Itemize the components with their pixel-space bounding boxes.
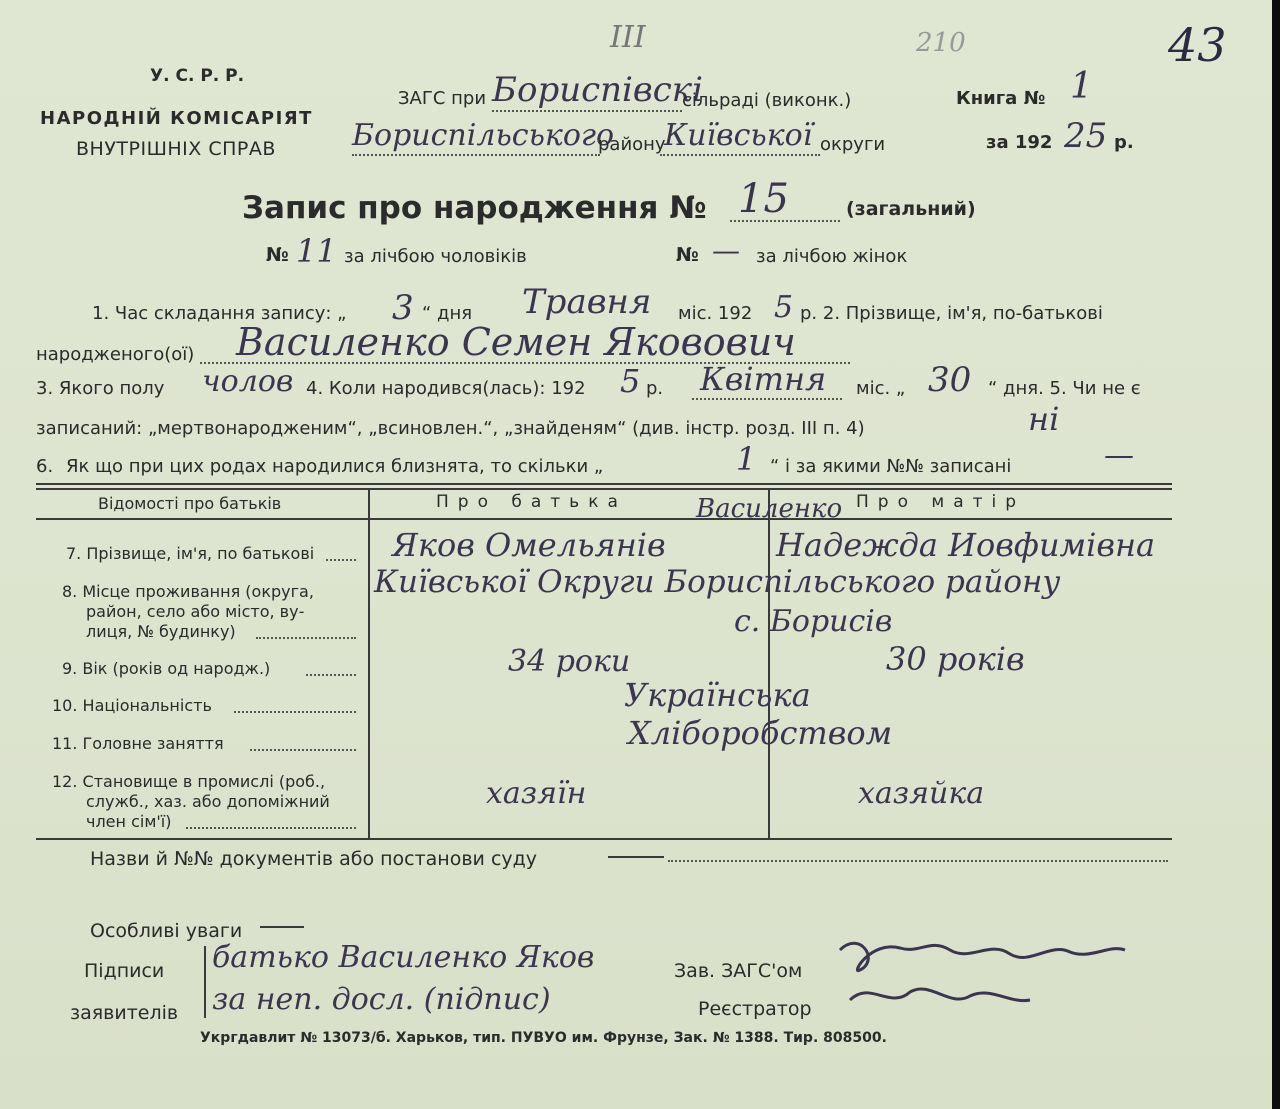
men-no-label: № [266, 244, 289, 266]
mother-age: 30 років [886, 640, 1025, 678]
head-signature [820, 920, 1140, 1030]
f1-day: 3 [392, 288, 414, 328]
signature-line2: за неп. досл. (підпис) [212, 982, 551, 1017]
zags-suffix: сільраді (виконк.) [682, 90, 852, 111]
father-status: хазяїн [486, 776, 587, 811]
f6-suffix: “ і за якими №№ записані [770, 456, 1012, 477]
row-label-9: 9. Вік (років од народж.) [62, 659, 271, 678]
row-label-8a: 8. Місце проживання (округа, [62, 582, 314, 601]
nationality: Українська [624, 676, 811, 714]
f5-label: записаний: „мертвонародженим“, „всиновлен.“, „знайденям“ (див. інстр. розд. III п. 4) [36, 418, 865, 439]
record-title: Запис про народження № [242, 190, 707, 226]
signatures-label: Підписи [84, 960, 165, 982]
folio-number: 43 [1168, 18, 1227, 72]
row-label-12b: служб., хаз. або допоміжний [86, 792, 330, 811]
women-no-label: № [676, 244, 699, 266]
row-label-8c: лиця, № будинку) [86, 622, 236, 641]
f6-dash: — [1104, 438, 1134, 473]
registrar-label: Реєстратор [698, 998, 812, 1020]
commissariat-line2: ВНУТРІШНІХ СПРАВ [76, 138, 276, 160]
okruha-name: Київської [664, 118, 813, 153]
book-label: Книга № [956, 88, 1046, 109]
col-mother-header: Про матір [856, 492, 1026, 512]
year-label: за 192 [986, 132, 1053, 153]
mother-status: хазяйка [858, 776, 985, 811]
archive-mark-2: 210 [916, 28, 966, 58]
zags-prefix: ЗАГС при [398, 88, 487, 109]
col-info-header: Відомості про батьків [98, 494, 282, 513]
okruha-suffix: округи [820, 134, 886, 155]
f6-num: 6. [36, 456, 54, 477]
year-suffix: р. [1114, 132, 1134, 153]
usrr-label: У. С. Р. Р. [150, 66, 245, 86]
f4-year: 5 [620, 362, 641, 400]
row-label-12c: член сім'ї) [86, 812, 172, 831]
f6-label: Як що при цих родах народилися близнята, то скільки „ [66, 456, 604, 477]
applicants-label: заявителів [70, 1002, 179, 1024]
surname-above: Василенко [696, 494, 843, 524]
mother-name: Надежда Иовфимівна [776, 526, 1156, 564]
f4-day: 30 [928, 360, 972, 400]
f1-day-suffix: “ дня [422, 303, 473, 324]
f1-label: 1. Час складання запису: „ [92, 303, 347, 324]
f1-month: Травня [522, 282, 652, 322]
f4-year-suffix: р. [646, 378, 664, 399]
f5-value: ні [1028, 400, 1060, 438]
printer-imprint: Укргдавлит № 13073/б. Харьков, тип. ПУВУО им. Фрунзе, Зак. № 1388. Тир. 808500. [200, 1030, 887, 1046]
father-name: Яков Омельянів [392, 526, 666, 564]
book-number: 1 [1070, 66, 1093, 107]
year-value: 25 [1064, 116, 1108, 156]
f1-year-suffix: р. 2. Прізвище, ім'я, по-батькові [800, 303, 1103, 324]
row-label-12a: 12. Становище в промислі (роб., [52, 772, 326, 791]
district-suffix: району [598, 134, 666, 155]
child-name: Василенко Семен Яковович [236, 320, 796, 364]
f4-month-suffix: міс. „ [856, 378, 906, 399]
occupation: Хліборобством [628, 714, 893, 752]
women-number: — [712, 234, 740, 267]
notes-label: Особливі уваги [90, 920, 243, 942]
f3-label: 3. Якого полу [36, 378, 165, 399]
record-general: (загальний) [846, 198, 976, 220]
head-label: Зав. ЗАГС'ом [674, 960, 803, 982]
row-label-7: 7. Прізвище, ім'я, по батькові [66, 544, 315, 563]
f2-label: народженого(ої) [36, 344, 195, 365]
f1-month-suffix: міс. 192 [678, 303, 753, 324]
child-sex: чолов [202, 364, 294, 399]
row-label-10: 10. Національність [52, 696, 212, 715]
record-number: 15 [738, 176, 789, 222]
commissariat-line1: НАРОДНІЙ КОМІСАРІЯТ [40, 108, 313, 129]
father-age: 34 роки [508, 644, 631, 679]
signature-line1: батько Василенко Яков [212, 940, 595, 975]
row-label-8b: район, село або місто, ву- [86, 602, 305, 621]
zags-village: Бориспівскі [492, 70, 703, 110]
men-label: за лічбою чоловіків [344, 246, 527, 267]
district-name: Бориспільського [352, 118, 615, 153]
f4-label: 4. Коли народився(лась): 192 [306, 378, 586, 399]
f6-value: 1 [736, 440, 757, 478]
f4-day-suffix: “ дня. 5. Чи не є [988, 378, 1141, 399]
f4-month: Квітня [700, 360, 827, 398]
women-label: за лічбою жінок [756, 246, 908, 267]
archive-mark: III [610, 20, 646, 55]
address-line2: с. Борисів [734, 604, 893, 639]
row-label-11: 11. Головне заняття [52, 734, 224, 753]
men-number: 11 [296, 232, 337, 270]
col-father-header: Про батька [436, 492, 627, 512]
address-line1: Київської Округи Бориспільського району [374, 564, 1061, 600]
f1-year: 5 [774, 290, 794, 325]
documents-label: Назви й №№ документів або постанови суду [90, 848, 538, 870]
